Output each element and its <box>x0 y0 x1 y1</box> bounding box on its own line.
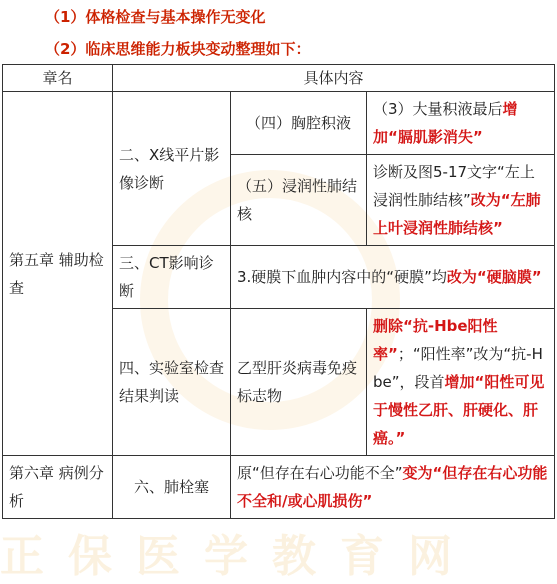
change-highlight: 删除“抗-Hbe阳性率” <box>373 317 498 363</box>
section-ct: 三、CT影响诊断 <box>113 246 231 309</box>
change-infiltrative-tb <box>367 155 555 246</box>
chapter-5-cell: 第五章 辅助检查 <box>3 92 113 456</box>
subsection-infiltrative-tb: （五）浸润性肺结核 <box>231 155 367 246</box>
section-lab: 四、实验室检查结果判读 <box>113 309 231 456</box>
section-embolism: 六、肺栓塞 <box>113 456 231 519</box>
subsection-hepatitis-markers: 乙型肝炎病毒免疫标志物 <box>231 309 367 456</box>
change-hepatitis <box>367 309 555 456</box>
header-chapter: 章名 <box>3 65 113 92</box>
section-xray: 二、X线平片影像诊断 <box>113 92 231 246</box>
change-highlight: 改为“左肺上叶浸润性肺结核” <box>373 191 541 237</box>
header-content: 具体内容 <box>113 65 555 92</box>
watermark-text: 正保医学教育网 <box>0 531 476 582</box>
header-row <box>3 65 555 92</box>
heading-clinical-thinking: （2）临床思维能力板块变动整理如下： <box>45 40 311 58</box>
change-highlight: 增加“阳性可见于慢性乙肝、肝硬化、肝癌。” <box>373 373 545 447</box>
chapter-6-cell: 第六章 病例分析 <box>3 456 113 519</box>
change-text: 诊断及图5-17文字“左上浸润性肺结核” <box>373 163 535 209</box>
change-text: ；“阳性率”改为“抗-Hbe”，段首 <box>373 345 543 391</box>
table-row <box>3 92 555 155</box>
table-row <box>3 456 555 519</box>
change-text: 3.硬膜下血肿内容中的“硬膜”均 <box>237 268 447 286</box>
subsection-pleural-effusion: （四）胸腔积液 <box>231 92 367 155</box>
change-highlight: 增加“膈肌影消失” <box>373 100 518 146</box>
changes-table <box>2 64 555 519</box>
change-embolism <box>231 456 555 519</box>
change-highlight: 改为“硬脑膜” <box>446 268 542 286</box>
change-pleural-effusion <box>367 92 555 155</box>
change-text: 原“但存在右心功能不全” <box>237 464 403 482</box>
change-highlight: 变为“但存在右心功能不全和/或心肌损伤” <box>237 464 548 510</box>
change-text: （3）大量积液最后 <box>373 100 503 118</box>
change-ct <box>231 246 555 309</box>
heading-physical-exam: （1）体格检查与基本操作无变化 <box>45 8 266 26</box>
